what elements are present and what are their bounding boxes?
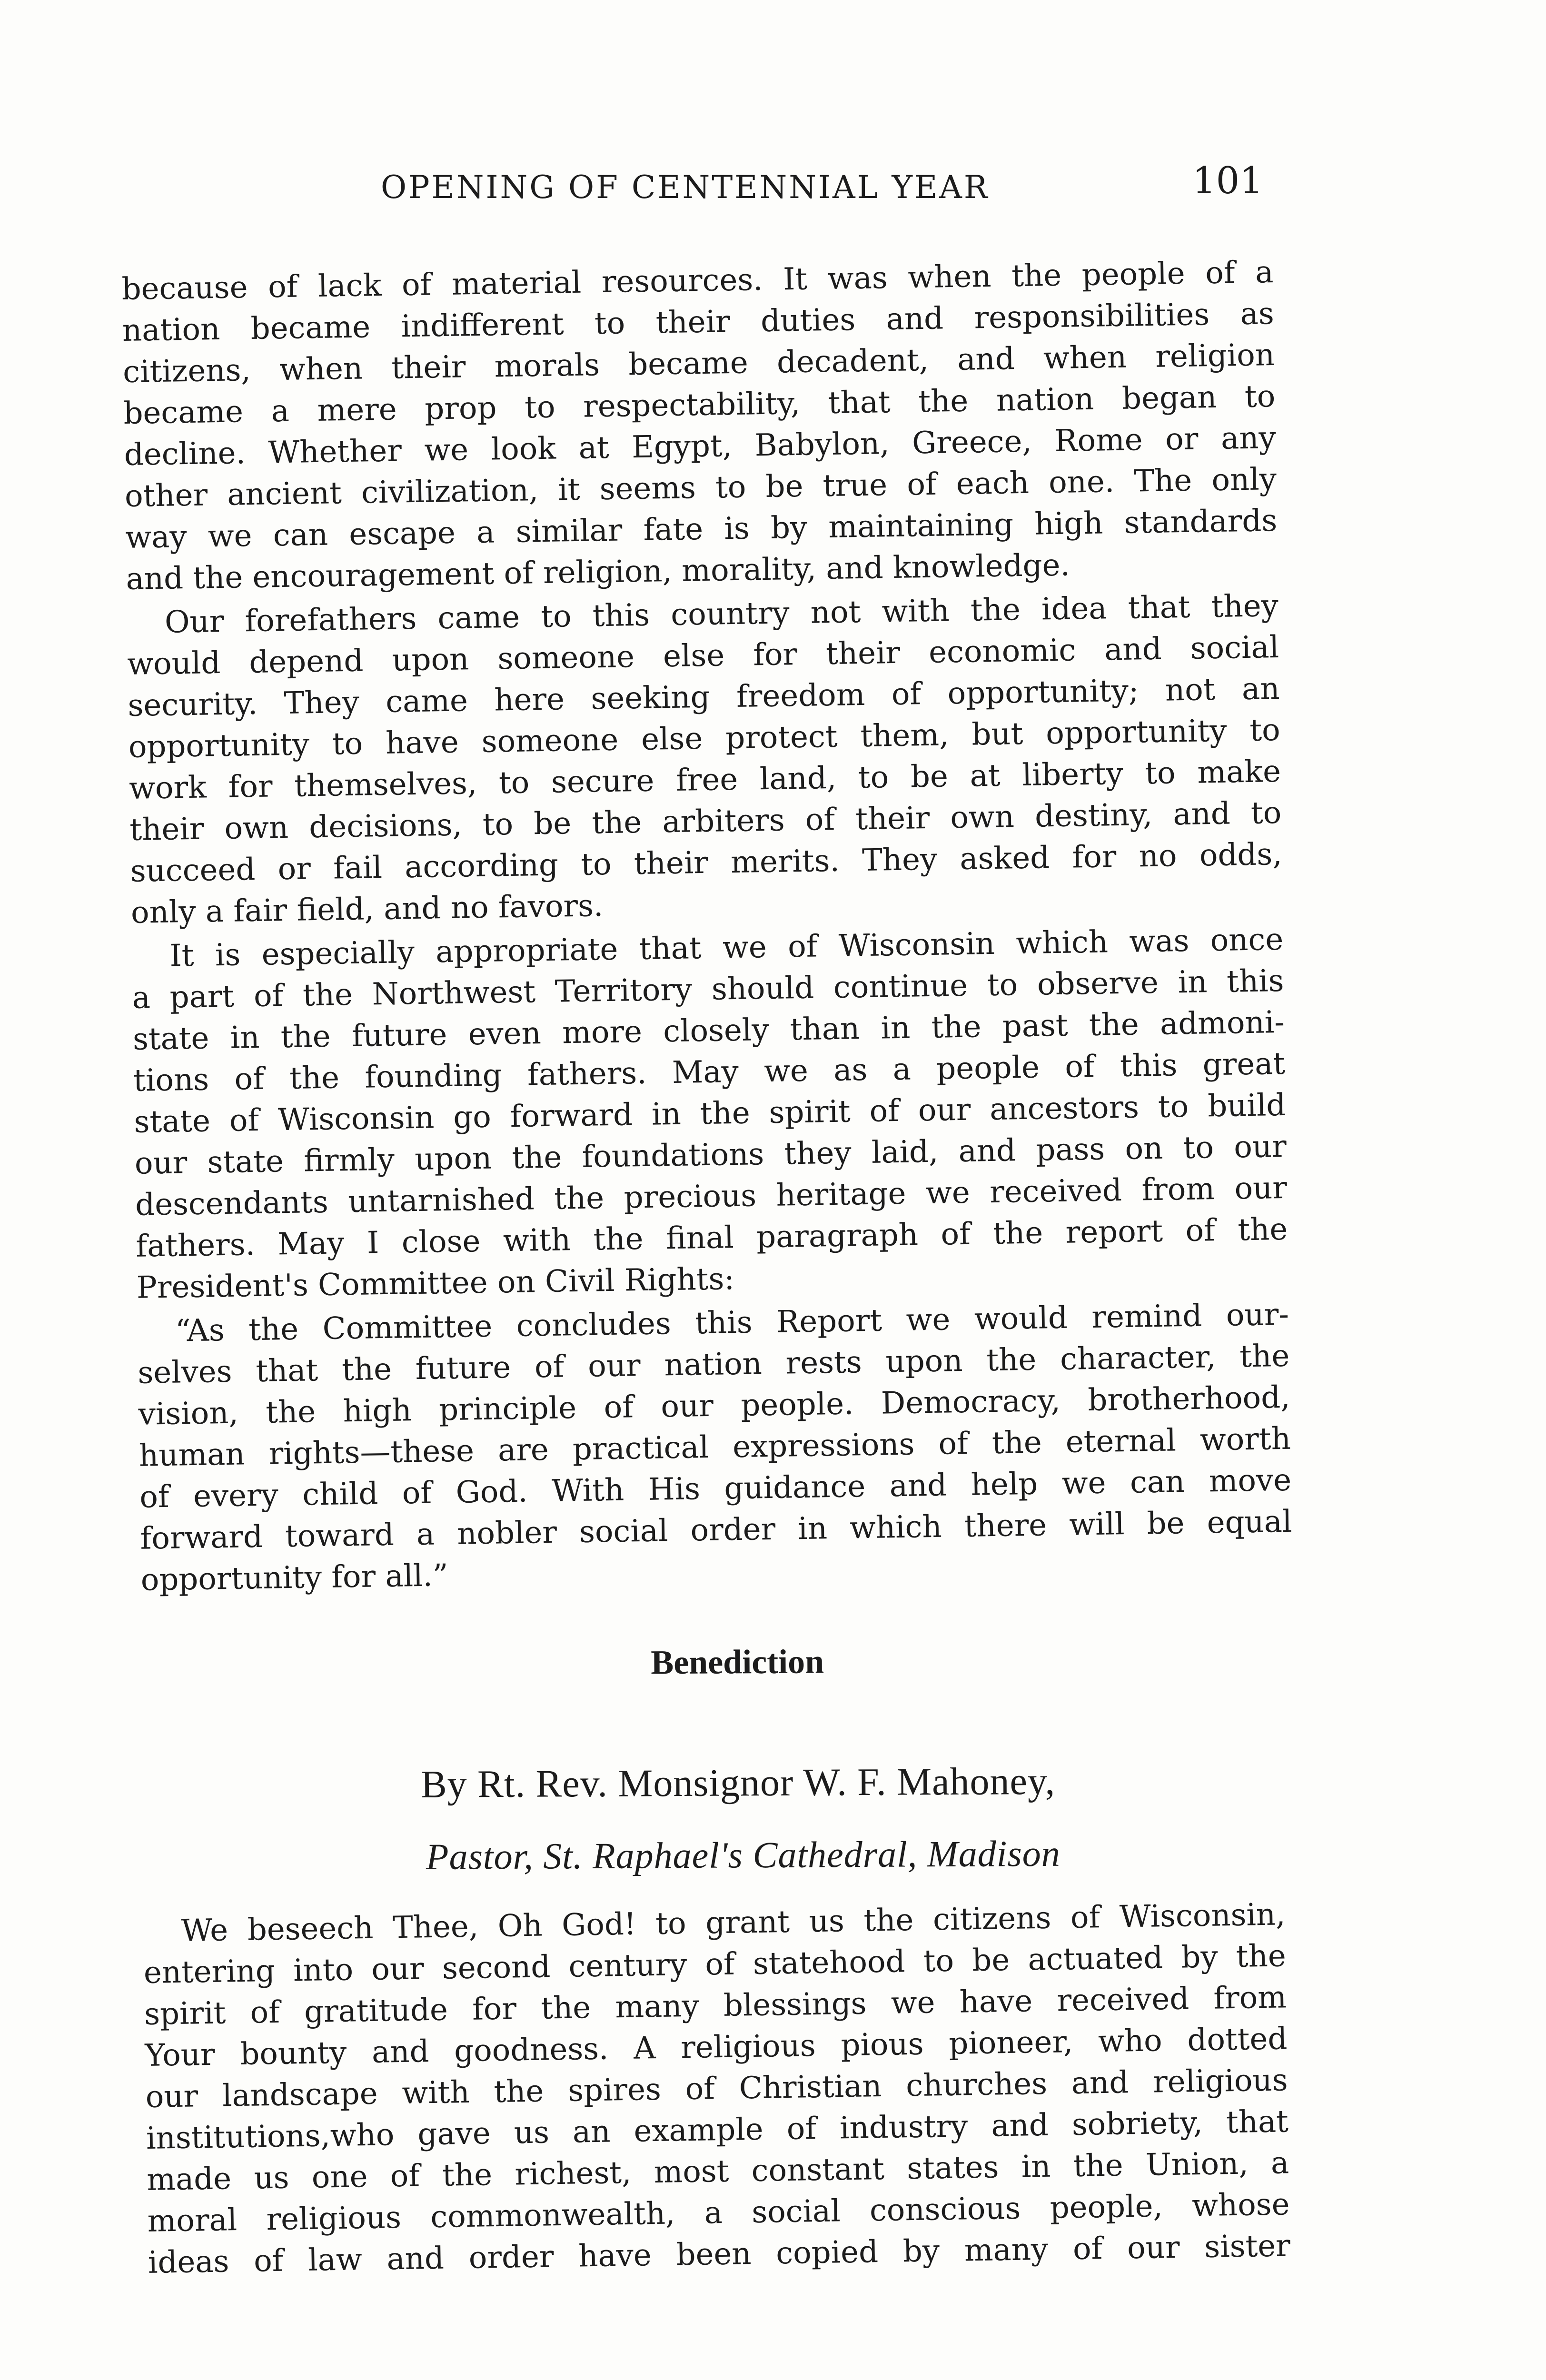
text-line: succeed or fail according to their merits. They asked for no odds, xyxy=(130,836,1283,889)
text-line: state of Wisconsin go forward in the spirit of our ancestors to build xyxy=(134,1087,1286,1140)
text-line: our state firmly upon the foundations they laid, and pass on to our xyxy=(134,1129,1287,1181)
text-line: fathers. May I close with the final paragraph of the report of the xyxy=(135,1211,1288,1264)
paragraph xyxy=(126,585,1283,934)
text-line: spirit of gratitude for the many blessings we have received from xyxy=(144,1980,1287,2032)
text-line: citizens, when their morals became decadent, and when religion xyxy=(122,337,1275,390)
text-line: forward toward a nobler social order in which there will be equal xyxy=(140,1504,1292,1557)
page-number: 101 xyxy=(1192,159,1263,202)
text-line: their own decisions, to be the arbiters of their own destiny, and to xyxy=(129,795,1282,848)
running-head: OPENING OF CENTENNIAL YEAR xyxy=(381,169,990,206)
body-text xyxy=(121,252,1293,1604)
text-line: descendants untarnished the precious heritage we received from our xyxy=(135,1170,1288,1223)
benediction-heading-block xyxy=(0,1638,1546,1880)
text-line: ideas of law and order have been copied by many of our sister xyxy=(148,2228,1291,2281)
text-line: made us one of the richest, most constant states in the Union, a xyxy=(146,2145,1289,2198)
text-line: “As the Committee concludes this Report we would remind our- xyxy=(175,1297,1289,1349)
text-line: President's Committee on Civil Rights: xyxy=(136,1261,735,1306)
text-line: because of lack of material resources. It was when the people of a xyxy=(121,255,1274,307)
text-line: Your bounty and goodness. A religious pious pioneer, who dotted xyxy=(144,2021,1288,2073)
paragraph xyxy=(131,919,1288,1309)
text-line: only a fair field, and no favors. xyxy=(130,888,604,931)
text-line: selves that the future of our nation rests upon the character, the xyxy=(137,1338,1290,1391)
text-line: human rights—these are practical expressions of the eternal worth xyxy=(139,1421,1291,1474)
text-line: and the encouragement of religion, morality, and knowledge. xyxy=(126,547,1070,597)
text-line: tions of the founding fathers. May we as a people of this great xyxy=(133,1046,1286,1099)
paragraph xyxy=(121,252,1278,600)
text-line: institutions,who gave us an example of industry and sobriety, that xyxy=(146,2104,1289,2156)
text-line: our landscape with the spires of Christian churches and religious xyxy=(145,2063,1288,2115)
text-line: way we can escape a similar fate is by maintaining high standards xyxy=(125,503,1278,555)
text-line: moral religious commonwealth, a social conscious people, whose xyxy=(147,2187,1290,2239)
text-line: vision, the high principle of our people. Democracy, brotherhood, xyxy=(138,1379,1290,1432)
text-line: entering into our second century of statehood to be actuated by the xyxy=(143,1938,1287,1991)
text-line: other ancient civilization, it seems to be true of each one. The only xyxy=(124,462,1277,514)
text-line: opportunity to have someone else protect them, but opportunity to xyxy=(128,712,1281,765)
text-line: nation became indifferent to their duties and responsibilities as xyxy=(122,296,1275,348)
section-title: Benediction xyxy=(650,1642,824,1682)
affiliation: Pastor, St. Raphael's Cathedral, Madison xyxy=(426,1832,1060,1877)
text-line: a part of the Northwest Territory should continue to observe in this xyxy=(132,963,1285,1016)
text-line: decline. Whether we look at Egypt, Babylon, Greece, Rome or any xyxy=(124,420,1277,473)
text-line: of every child of God. With His guidance and help we can move xyxy=(139,1462,1292,1515)
text-line: became a mere prop to respectability, that the nation began to xyxy=(123,379,1276,431)
text-line: state in the future even more closely than in the past the admoni- xyxy=(132,1004,1285,1057)
text-line: Our forefathers came to this country not with the idea that they xyxy=(164,588,1279,640)
quotation xyxy=(137,1294,1293,1601)
text-line: work for themselves, to secure free land, to be at liberty to make xyxy=(129,754,1281,806)
text-line: security. They came here seeking freedom of opportunity; not an xyxy=(128,671,1280,724)
text-line: opportunity for all.” xyxy=(140,1558,449,1598)
prayer-text xyxy=(143,1894,1290,2284)
byline: By Rt. Rev. Monsignor W. F. Mahoney, xyxy=(420,1759,1056,1806)
text-line: would depend upon someone else for their economic and social xyxy=(127,630,1279,682)
text-line: It is especially appropriate that we of Wisconsin which was once xyxy=(169,922,1284,974)
text-line: We beseech Thee, Oh God! to grant us the citizens of Wisconsin, xyxy=(181,1897,1286,1949)
